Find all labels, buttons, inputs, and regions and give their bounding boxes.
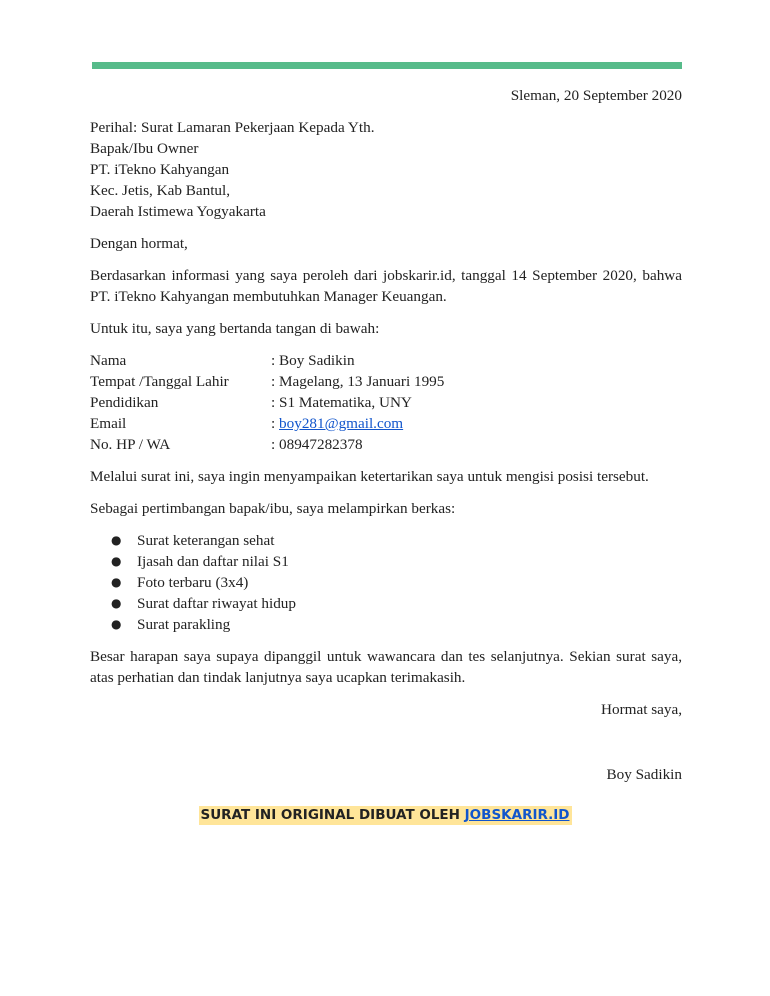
info-row-email [90, 413, 682, 434]
bullet-icon: ● [111, 617, 122, 631]
attachments-intro: Sebagai pertimbangan bapak/ibu, saya melampirkan berkas: [90, 500, 456, 517]
greeting: Dengan hormat, [90, 235, 188, 252]
recipient-company: PT. iTekno Kahyangan [90, 161, 230, 178]
list-item [90, 572, 682, 593]
list-item [90, 530, 682, 551]
letter-date: Sleman, 20 September 2020 [510, 87, 682, 104]
list-item [90, 593, 682, 614]
bullet-icon: ● [111, 554, 122, 568]
attachment-text: Surat parakling [137, 616, 231, 633]
phone-value: : 08947282378 [271, 436, 363, 453]
interest-paragraph: Melalui surat ini, saya ingin menyampaikan ketertarikan saya untuk mengisi posisi tersebut. [90, 468, 649, 485]
education-value: : S1 Matematika, UNY [271, 394, 412, 411]
email-value-wrap [271, 413, 682, 434]
attachment-text: Surat keterangan sehat [137, 532, 275, 549]
intro-paragraph: Berdasarkan informasi yang saya peroleh dari jobskarir.id, tanggal 14 September 2020, bahwa PT. iTekno Kahyangan membutuhkan Manager Keuangan. [90, 267, 682, 305]
letter-body [90, 80, 682, 785]
footer-banner [0, 806, 770, 825]
bullet-icon: ● [111, 596, 122, 610]
recipient-region: Daerah Istimewa Yogyakarta [90, 203, 266, 220]
signer-name: Boy Sadikin [606, 766, 682, 783]
recipient-district: Kec. Jetis, Kab Bantul, [90, 182, 231, 199]
birth-label: Tempat /Tanggal Lahir [90, 373, 229, 390]
footer-highlight [199, 806, 572, 825]
attachment-text: Surat daftar riwayat hidup [137, 595, 296, 612]
bullet-icon: ● [111, 575, 122, 589]
info-row-birth [90, 371, 682, 392]
recipient-block [90, 117, 682, 222]
bullet-icon: ● [111, 533, 122, 547]
recipient-line: Bapak/Ibu Owner [90, 140, 199, 157]
closing-paragraph: Besar harapan saya supaya dipanggil untuk wawancara dan tes selanjutnya. Sekian surat saya, atas perhatian dan tindak lanjutnya saya ucapkan terimakasih. [90, 648, 682, 686]
header-accent-bar [92, 62, 682, 69]
attachment-text: Foto terbaru (3x4) [137, 574, 249, 591]
email-label: Email [90, 415, 127, 432]
birth-value: : Magelang, 13 Januari 1995 [271, 373, 445, 390]
applicant-info [90, 350, 682, 455]
phone-label: No. HP / WA [90, 436, 171, 453]
sign-off: Hormat saya, [601, 701, 682, 718]
education-label: Pendidikan [90, 394, 159, 411]
list-item [90, 551, 682, 572]
name-value: : Boy Sadikin [271, 352, 355, 369]
footer-link[interactable]: JOBSKARIR.ID [464, 807, 570, 823]
attachments-list [90, 530, 682, 635]
info-row-phone [90, 434, 682, 455]
email-link[interactable]: boy281@gmail.com [279, 415, 404, 432]
list-item [90, 614, 682, 635]
info-row-name [90, 350, 682, 371]
name-label: Nama [90, 352, 127, 369]
subject-line: Perihal: Surat Lamaran Pekerjaan Kepada Yth. [90, 119, 375, 136]
undersigned-paragraph: Untuk itu, saya yang bertanda tangan di bawah: [90, 320, 380, 337]
footer-text: SURAT INI ORIGINAL DIBUAT OLEH [200, 807, 465, 823]
email-prefix: : [271, 415, 280, 432]
attachment-text: Ijasah dan daftar nilai S1 [137, 553, 289, 570]
info-row-education [90, 392, 682, 413]
